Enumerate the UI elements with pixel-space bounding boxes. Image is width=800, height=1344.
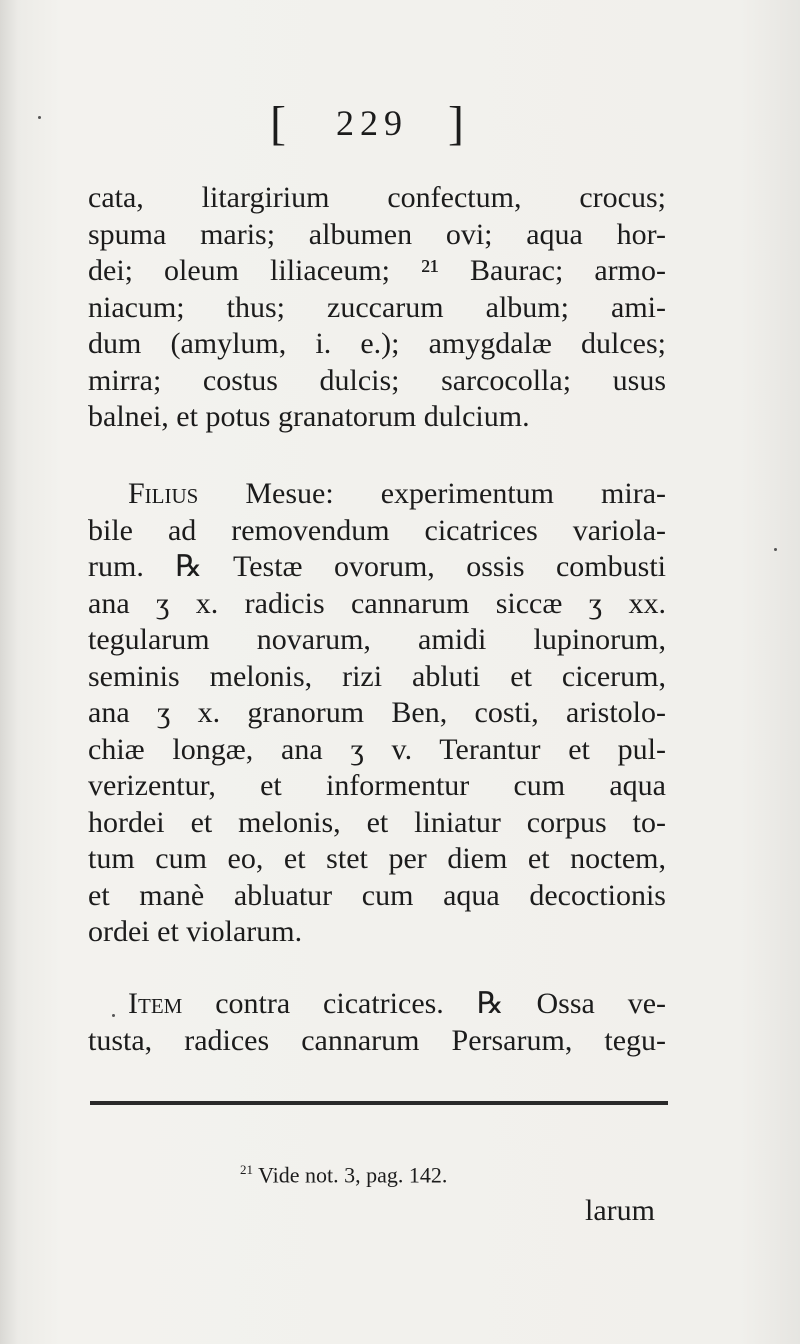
footnote-rule <box>90 1101 668 1105</box>
text-line: mirra; costus dulcis; sarcocolla; usus <box>88 363 666 397</box>
lead-word: Filius <box>128 477 199 510</box>
text-line <box>88 476 666 513</box>
text-line: tusta, radices cannarum Persarum, tegu- <box>88 1023 666 1057</box>
page-number: 229 <box>336 103 408 143</box>
ink-speck <box>112 1014 115 1017</box>
paragraph-1 <box>88 180 666 436</box>
ink-speck <box>774 548 777 551</box>
text-line: dum (amylum, i. e.); amygdalæ dulces; <box>88 327 666 360</box>
paragraph-2 <box>88 476 666 951</box>
right-bracket: ] <box>448 97 470 150</box>
text-line: ordei et violarum. <box>88 915 303 948</box>
text-line: verizentur, et informentur cum aqua <box>88 769 666 802</box>
text-line: balnei, et potus granatorum dulcium. <box>88 400 530 433</box>
text-line: rum. ℞ Testæ ovorum, ossis combusti <box>88 550 666 583</box>
ink-speck <box>38 116 41 119</box>
lead-word: Item <box>128 987 183 1020</box>
text-line: seminis melonis, rizi abluti et cicerum, <box>88 659 666 693</box>
text-line: cata, litargirium confectum, crocus; <box>88 181 666 214</box>
text-line-rest: Mesue: experimentum mira- <box>198 477 666 510</box>
left-bracket: [ <box>270 97 292 150</box>
page-number-header <box>270 96 470 156</box>
text-line: spuma maris; albumen ovi; aqua hor- <box>88 217 666 251</box>
catchword: larum <box>585 1194 655 1227</box>
text-line: ana ʒ x. radicis cannarum siccæ ʒ xx. <box>88 586 666 620</box>
text-line: tum cum eo, et stet per diem et noctem, <box>88 842 666 875</box>
footnote-text: Vide not. 3, pag. 142. <box>258 1162 448 1188</box>
text-line: hordei et melonis, et liniatur corpus to- <box>88 805 666 839</box>
text-line: tegularum novarum, amidi lupinorum, <box>88 623 666 656</box>
paragraph-3 <box>88 986 666 1059</box>
text-line: bile ad removendum cicatrices variola- <box>88 513 666 547</box>
text-line: niacum; thus; zuccarum album; ami- <box>88 290 666 324</box>
text-line-rest: contra cicatrices. ℞ Ossa ve- <box>182 987 666 1020</box>
footnote <box>240 1162 640 1188</box>
text-line: chiæ longæ, ana ʒ v. Terantur et pul- <box>88 732 666 766</box>
text-line: et manè abluatur cum aqua decoctionis <box>88 878 666 912</box>
text-line <box>88 986 666 1023</box>
text-line: ana ʒ x. granorum Ben, costi, aristolo- <box>88 696 666 729</box>
text-line: dei; oleum liliaceum; ²¹ Baurac; armo- <box>88 254 666 287</box>
footnote-mark: 21 <box>240 1162 253 1177</box>
